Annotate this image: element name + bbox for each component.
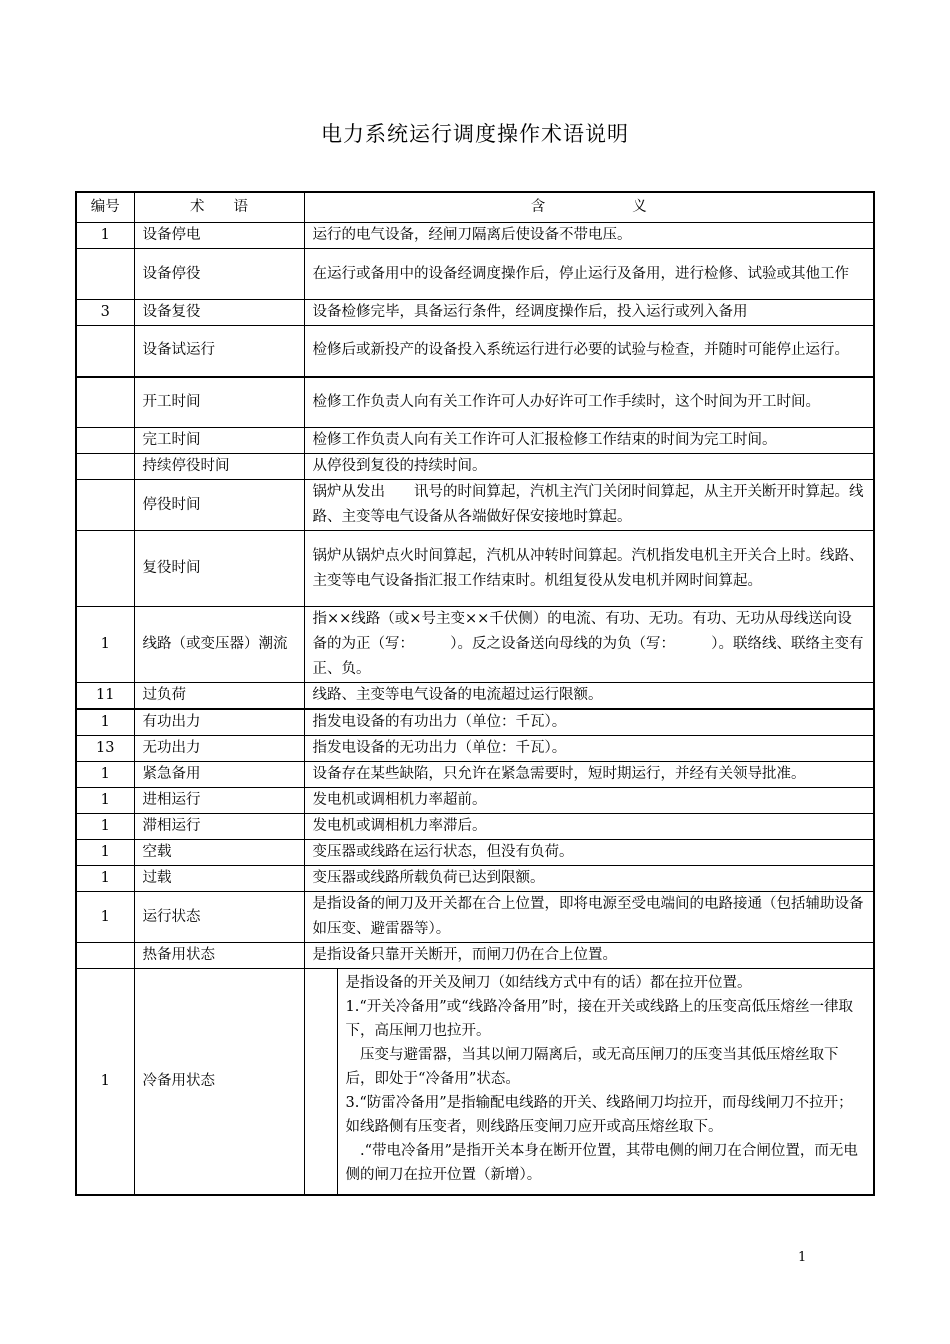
cold-standby-line: .“带电冷备用”是指开关本身在断开位置，其带电侧的闸刀在合闸位置，而无电侧的闸刀在拉开位置（新增）。 (345, 1143, 858, 1183)
cell-meaning: 指××线路（或×号主变××千伏侧）的电流、有功、无功。有功、无功从母线送向设备的为正（写： ）。反之设备送向母线的为负（写： ）。联络线、联络主变有正、负。 (304, 607, 874, 683)
cell-term: 冷备用状态 (134, 969, 304, 1196)
table-row (76, 683, 874, 710)
cell-term: 停役时间 (134, 480, 304, 531)
cell-term: 进相运行 (134, 788, 304, 814)
cell-term: 运行状态 (134, 892, 304, 943)
cold-standby-line: 1.“开关冷备用”或“线路冷备用”时，接在开关或线路上的压变高低压熔丝一律取下，高压闸刀也拉开。 (345, 999, 853, 1039)
table-row (76, 814, 874, 840)
table-row (76, 709, 874, 736)
cell-no: 1 (76, 840, 134, 866)
table-row (76, 840, 874, 866)
cell-term: 复役时间 (134, 531, 304, 607)
cell-no (76, 326, 134, 377)
cell-no (76, 377, 134, 428)
cell-no: 1 (76, 607, 134, 683)
table-row (76, 377, 874, 428)
cell-meaning: 是指设备只靠开关断开，而闸刀仍在合上位置。 (304, 943, 874, 969)
cell-no (76, 943, 134, 969)
cell-meaning: 变压器或线路所载负荷已达到限额。 (304, 866, 874, 892)
table-row (76, 943, 874, 969)
cell-meaning: 从停役到复役的持续时间。 (304, 454, 874, 480)
table-row (76, 736, 874, 762)
cell-meaning: 变压器或线路在运行状态，但没有负荷。 (304, 840, 874, 866)
table-row (76, 788, 874, 814)
cell-term: 开工时间 (134, 377, 304, 428)
cell-meaning: 检修后或新投产的设备投入系统运行进行必要的试验与检查，并随时可能停止运行。 (304, 326, 874, 377)
cell-no (76, 249, 134, 300)
cold-standby-line: 3.“防雷冷备用”是指输配电线路的开关、线路闸刀均拉开，而母线闸刀不拉开；如线路侧有压变者，则线路压变闸刀应开或高压熔丝取下。 (345, 1095, 853, 1135)
cell-no (76, 531, 134, 607)
cold-standby-line: 是指设备的开关及闸刀（如结线方式中有的话）都在拉开位置。 (345, 975, 752, 991)
table-row (76, 892, 874, 943)
cell-meaning: 在运行或备用中的设备经调度操作后，停止运行及备用，进行检修、试验或其他工作 (304, 249, 874, 300)
cell-meaning: 锅炉从锅炉点火时间算起，汽机从冲转时间算起。汽机指发电机主开关合上时。线路、主变等电气设备指汇报工作结束时。机组复役从发电机并网时间算起。 (304, 531, 874, 607)
cell-meaning (304, 969, 874, 1196)
header-no: 编号 (76, 192, 134, 223)
cell-no: 13 (76, 736, 134, 762)
cell-term: 过载 (134, 866, 304, 892)
cell-no: 1 (76, 814, 134, 840)
table-row-cold-standby (76, 969, 874, 1196)
cell-meaning: 指发电设备的有功出力（单位：千瓦）。 (304, 709, 874, 736)
header-term: 术 语 (134, 192, 304, 223)
cell-no: 1 (76, 709, 134, 736)
table-row (76, 223, 874, 249)
cell-meaning: 设备存在某些缺陷，只允许在紧急需要时，短时期运行，并经有关领导批准。 (304, 762, 874, 788)
cell-meaning: 指发电设备的无功出力（单位：千瓦）。 (304, 736, 874, 762)
cell-no: 1 (76, 892, 134, 943)
table-row (76, 607, 874, 683)
cold-standby-text (338, 969, 874, 1194)
cell-no (76, 454, 134, 480)
table-row (76, 480, 874, 531)
terms-table (75, 191, 875, 1196)
cell-term: 线路（或变压器）潮流 (134, 607, 304, 683)
header-meaning: 含 义 (304, 192, 874, 223)
cell-term: 无功出力 (134, 736, 304, 762)
cell-divider (305, 969, 338, 1194)
cell-term: 有功出力 (134, 709, 304, 736)
cell-no: 1 (76, 223, 134, 249)
cell-meaning: 线路、主变等电气设备的电流超过运行限额。 (304, 683, 874, 710)
cell-term: 紧急备用 (134, 762, 304, 788)
cell-term: 设备试运行 (134, 326, 304, 377)
cold-standby-line: 压变与避雷器，当其以闸刀隔离后，或无高压闸刀的压变当其低压熔丝取下后，即处于“冷备用”状态。 (345, 1047, 839, 1087)
cell-term: 空载 (134, 840, 304, 866)
cell-no: 1 (76, 969, 134, 1196)
table-row (76, 249, 874, 300)
cell-meaning: 运行的电气设备，经闸刀隔离后使设备不带电压。 (304, 223, 874, 249)
cell-term: 完工时间 (134, 428, 304, 454)
cell-meaning: 设备检修完毕，具备运行条件，经调度操作后，投入运行或列入备用 (304, 300, 874, 326)
table-row (76, 762, 874, 788)
cell-no: 11 (76, 683, 134, 710)
cell-no (76, 428, 134, 454)
table-row (76, 300, 874, 326)
cell-meaning: 锅炉从发出 讯号的时间算起，汽机主汽门关闭时间算起，从主开关断开时算起。线路、主变等电气设备从各端做好保安接地时算起。 (304, 480, 874, 531)
cell-term: 过负荷 (134, 683, 304, 710)
cell-term: 设备停役 (134, 249, 304, 300)
page-title: 电力系统运行调度操作术语说明 (321, 122, 629, 146)
page-number: 1 (798, 1250, 807, 1265)
table-row (76, 531, 874, 607)
cell-no (76, 480, 134, 531)
cell-meaning: 发电机或调相机力率超前。 (304, 788, 874, 814)
table-row (76, 428, 874, 454)
cell-term: 设备停电 (134, 223, 304, 249)
cell-no: 1 (76, 866, 134, 892)
cell-no: 3 (76, 300, 134, 326)
cell-meaning: 检修工作负责人向有关工作许可人办好许可工作手续时，这个时间为开工时间。 (304, 377, 874, 428)
cell-term: 持续停役时间 (134, 454, 304, 480)
table-row (76, 454, 874, 480)
table-row (76, 326, 874, 377)
cell-no: 1 (76, 788, 134, 814)
cell-no: 1 (76, 762, 134, 788)
cell-meaning: 发电机或调相机力率滞后。 (304, 814, 874, 840)
table-header-row (76, 192, 874, 223)
cell-term: 滞相运行 (134, 814, 304, 840)
cell-meaning: 是指设备的闸刀及开关都在合上位置，即将电源至受电端间的电路接通（包括辅助设备如压变、避雷器等）。 (304, 892, 874, 943)
cell-term: 设备复役 (134, 300, 304, 326)
cell-term: 热备用状态 (134, 943, 304, 969)
cell-meaning: 检修工作负责人向有关工作许可人汇报检修工作结束的时间为完工时间。 (304, 428, 874, 454)
table-row (76, 866, 874, 892)
